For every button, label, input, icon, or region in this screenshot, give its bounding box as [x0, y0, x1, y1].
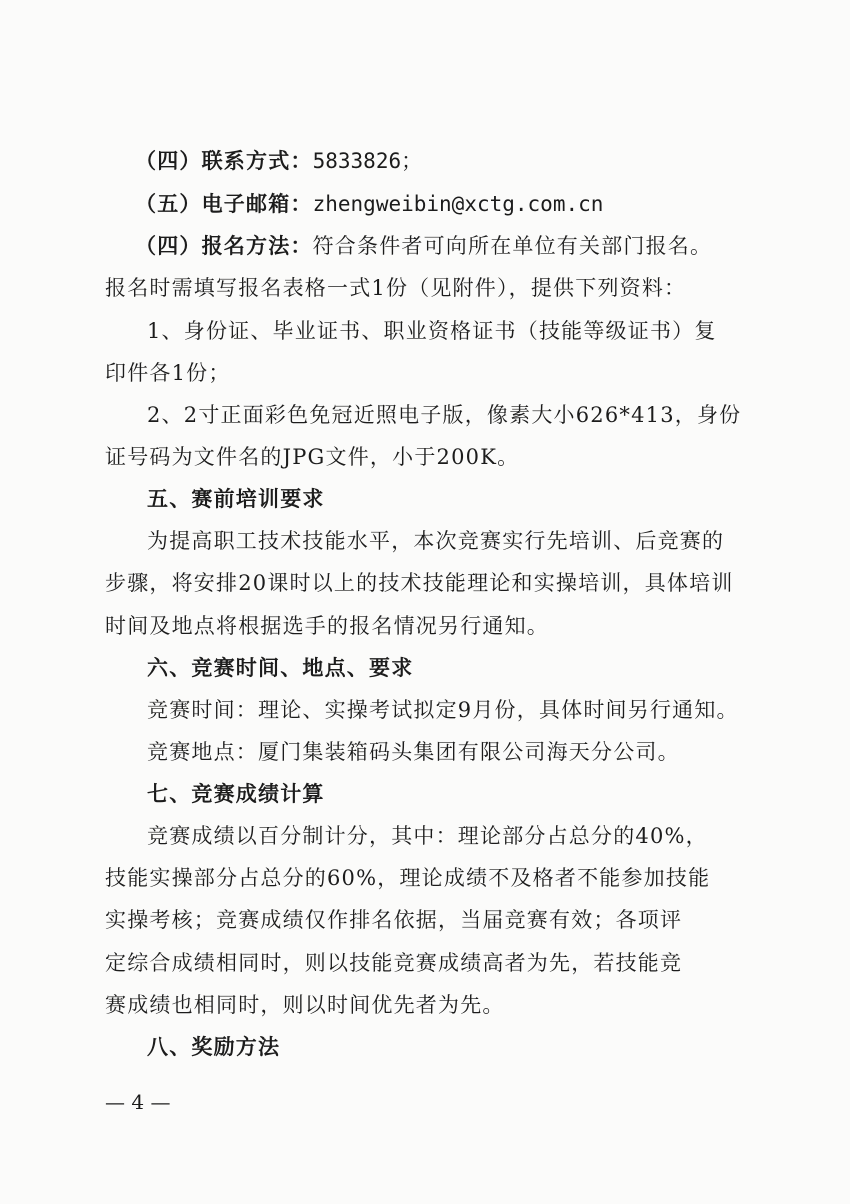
section-7-para-5: 赛成绩也相同时，则以时间优先者为先。 [105, 993, 505, 1017]
materials-item-2a: 2、2寸正面彩色免冠近照电子版，像素大小626*413，身份 [147, 403, 742, 427]
section-7-para-4: 定综合成绩相同时，则以技能竞赛成绩高者为先，若技能竞 [105, 951, 683, 975]
materials-item-1a: 1、身份证、毕业证书、职业资格证书（技能等级证书）复 [147, 319, 717, 343]
section-8-heading: 八、奖励方法 [147, 1035, 281, 1059]
section-6-place: 竞赛地点：厦门集装箱码头集团有限公司海天分公司。 [147, 740, 680, 764]
section-6-heading: 六、竞赛时间、地点、要求 [147, 656, 414, 680]
signup-method-line [135, 231, 712, 261]
section-7-para-3: 实操考核；竞赛成绩仅作排名依据，当届竞赛有效；各项评 [105, 908, 683, 932]
contact-phone-value: 5833826； [312, 149, 423, 173]
materials-item-2b: 证号码为文件名的JPG文件，小于200K。 [105, 445, 520, 469]
contact-email-value: zhengweibin@xctg.com.cn [312, 192, 604, 216]
signup-method-continued: 报名时需填写报名表格一式1份（见附件），提供下列资料： [105, 276, 687, 300]
contact-email-line [135, 189, 603, 219]
section-5-para-3: 时间及地点将根据选手的报名情况另行通知。 [105, 614, 549, 638]
page-number: — 4 — [105, 1090, 171, 1114]
section-7-heading: 七、竞赛成绩计算 [147, 782, 325, 806]
contact-email-label: （五）电子邮箱： [135, 192, 313, 216]
section-5-para-2: 步骤，将安排20课时以上的技术技能理论和实操培训，具体培训 [105, 571, 734, 595]
signup-method-label: （四）报名方法： [135, 234, 313, 258]
section-7-para-1: 竞赛成绩以百分制计分，其中：理论部分占总分的40%， [147, 824, 708, 848]
section-5-para-1: 为提高职工技术技能水平，本次竞赛实行先培训、后竞赛的 [147, 529, 725, 553]
signup-method-text: 符合条件者可向所在单位有关部门报名。 [312, 234, 713, 258]
materials-item-1b: 印件各1份； [105, 361, 231, 385]
contact-phone-label: （四）联系方式： [135, 149, 313, 173]
section-7-para-2: 技能实操部分占总分的60%，理论成绩不及格者不能参加技能 [105, 866, 711, 890]
section-5-heading: 五、赛前培训要求 [147, 487, 325, 511]
section-6-time: 竞赛时间：理论、实操考试拟定9月份，具体时间另行通知。 [147, 698, 739, 722]
contact-phone-line [135, 146, 422, 176]
